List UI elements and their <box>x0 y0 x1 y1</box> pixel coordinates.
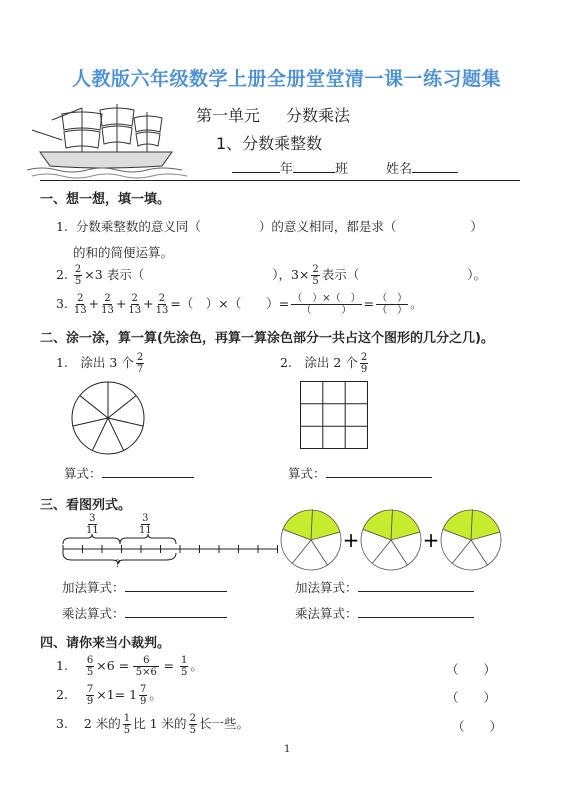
unit-heading <box>196 103 350 126</box>
s2-formula2[interactable]: 算式： <box>288 464 432 482</box>
judge-box-2[interactable]: （ ） <box>446 690 497 705</box>
s2-formula1[interactable]: 算式： <box>64 464 194 482</box>
sailing-ship-illustration <box>22 100 192 182</box>
s2-question1-label: 1. 涂出 3 个 $\frac{2}{7}$ <box>56 352 144 375</box>
s3-add-formula-right[interactable]: 加法算式： <box>295 578 474 596</box>
brace-fraction-2: $\frac{3}{11}$ <box>139 513 152 536</box>
circle-division-line <box>80 396 108 418</box>
section2-heading: 二、涂一涂，算一算(先涂色，再算一算涂色部分一共占这个图形的几分之几)。 <box>40 331 494 346</box>
grade-label: 年 <box>280 162 294 177</box>
header-divider <box>40 180 520 181</box>
s4-item2: 2. $\frac{7}{9}$ ×1= 1 $\frac{7}{9}$ 。 <box>56 684 162 707</box>
document-title: 人教版六年级数学上册全册堂堂清一课一练习题集 <box>71 68 501 90</box>
s1-question3: 3. $\frac{2}{13}$ + $\frac{2}{13}$ + $\frac{2}{13}$ + $\frac{2}{13}$ =（ ）×（ ）= $\frac{( )\times( )}{( )}$ = $\frac{( )}{( )}$ 。 <box>56 293 423 316</box>
circle-division-line <box>92 418 108 450</box>
s1-question2: 2. $\frac{2}{5}$ ×3 表示（ ），3× $\frac{2}{5}$ 表示（ ）。 <box>56 264 487 287</box>
s3-mul-formula-right[interactable]: 乘法算式： <box>295 604 474 622</box>
section4-heading: 四、请你来当小裁判。 <box>40 636 171 651</box>
section1-heading: 一、想一想，填一填。 <box>40 192 171 207</box>
circle-division-line <box>108 418 143 426</box>
pie-charts-row <box>280 508 502 572</box>
circle-division-line <box>108 396 136 418</box>
s3-mul-formula-left[interactable]: 乘法算式： <box>62 604 227 622</box>
s1-question1-line1: 1. 分数乘整数的意义同（ ）的意义相同，都是求（ ） <box>56 219 483 234</box>
judge-box-1[interactable]: （ ） <box>446 662 497 677</box>
plus-sign: + <box>422 528 440 552</box>
judge-box-3[interactable]: （ ） <box>452 719 503 734</box>
name-label: 姓名 <box>386 162 413 177</box>
circle-divided-7[interactable] <box>70 380 146 456</box>
unit-name: 分数乘法 <box>286 106 351 125</box>
s4-item1: 1. $\frac{6}{5}$ ×6 = $\frac{6}{5\times 6}$ = $\frac{1}{5}$ 。 <box>56 655 203 678</box>
student-info-line <box>232 158 458 177</box>
circle-division-line <box>73 418 108 426</box>
brace-fraction-1: $\frac{3}{11}$ <box>86 513 99 536</box>
grid-3x3[interactable] <box>300 381 368 449</box>
s3-add-formula-left[interactable]: 加法算式： <box>62 578 227 596</box>
plus-sign: + <box>342 528 360 552</box>
s4-item3: 3. 2 米的 $\frac{1}{5}$ 比 1 米的 $\frac{2}{5}$ 长一些。 <box>56 713 249 736</box>
class-label: 班 <box>335 162 349 177</box>
s2-question2-label: 2. 涂出 2 个 $\frac{2}{9}$ <box>280 352 368 375</box>
circle-division-line <box>108 418 124 450</box>
s1-question1-line2: 的和的简便运算。 <box>73 245 174 260</box>
number-line-diagram <box>60 536 280 572</box>
lesson-title: 1、分数乘整数 <box>216 134 323 153</box>
unknown-marker: ? <box>115 559 121 570</box>
section3-heading: 三、看图列式。 <box>40 498 132 513</box>
page-number: 1 <box>284 744 291 755</box>
unit-number: 第一单元 <box>196 106 261 125</box>
